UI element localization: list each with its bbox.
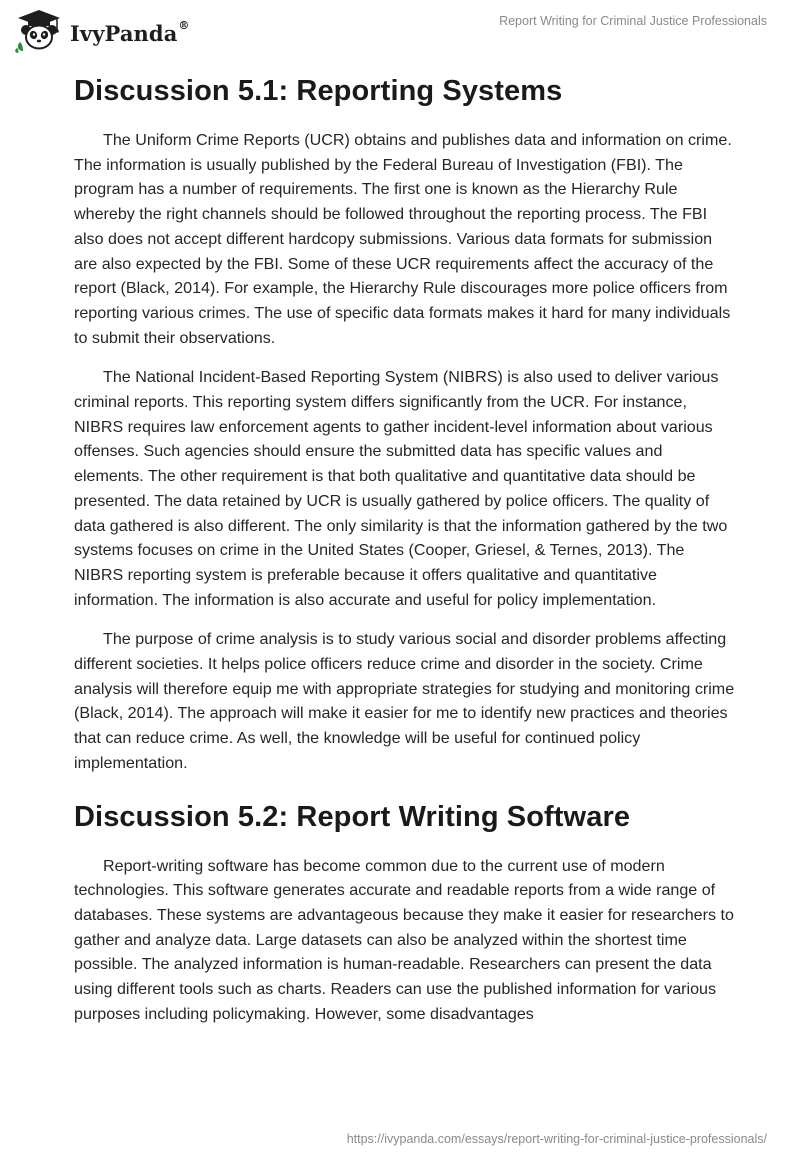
paragraph: The Uniform Crime Reports (UCR) obtains and publishes data and information on crime. The information is usually published by the Federal Bureau of Investigation (FBI). The program has a number of requirements. The first one is known as the Hierarchy Rule whereby the right channels should be followed throughout the reporting process. The FBI also does not accept different hardcopy submissions. Various data formats for submission are also expected by the FBI. Some of these UCR requirements affect the accuracy of the report (Black, 2014). For example, the Hierarchy Rule discourages more police officers from reporting various crimes. The use of specific data formats makes it hard for many individuals to submit their observations. [74,131,732,347]
paragraph: The purpose of crime analysis is to study various social and disorder problems affecting different societies. It helps police officers reduce crime and disorder in the society. Crime analysis will therefore equip me with appropriate strategies for studying and monitoring crime (Black, 2014). The approach will make it easier for me to identify new practices and theories that can reduce crime. As well, the knowledge will be useful for continued policy implementation. [74,630,735,772]
page-header [0,0,800,70]
logo[interactable] [14,6,190,54]
source-url[interactable]: https://ivypanda.com/essays/report-writing-for-criminal-justice-professionals/ [346,1132,767,1146]
panda-graduate-icon [14,6,64,54]
paragraph: The National Incident-Based Reporting System (NIBRS) is also used to deliver various criminal reports. This reporting system differs significantly from the UCR. For instance, NIBRS requires law enforcement agents to gather incident-level information about various offenses. Such agencies should ensure the submitted data has specific values and elements. The other requirement is that both qualitative and quantitative data should be presented. The data retained by UCR is usually gathered by police officers. The quality of data gathered is also different. The only similarity is that the information gathered by the two systems focuses on crime in the United States (Cooper, Griesel, & Ternes, 2013). The NIBRS reporting system is preferable because it offers qualitative and quantitative information. The information is also accurate and useful for policy implementation. [74,368,728,609]
section-heading: Discussion 5.1: Reporting Systems [74,75,563,107]
article-body [74,72,736,1042]
logo-text: IvyPanda® [70,18,190,46]
section-heading: Discussion 5.2: Report Writing Software [74,800,631,833]
paragraph: Report-writing software has become common due to the current use of modern technologies. This software generates accurate and readable reports from a wide range of databases. These systems are advantageous because they make it easier for researchers to gather and analyze data. Large datasets can also be analyzed within the shortest time possible. The analyzed information is human-readable. Researchers can present the data using different tools such as charts. Readers can use the published information for various purposes including policymaking. However, some disadvantages [74,856,734,1023]
document-title: Report Writing for Criminal Justice Professionals [499,14,767,28]
